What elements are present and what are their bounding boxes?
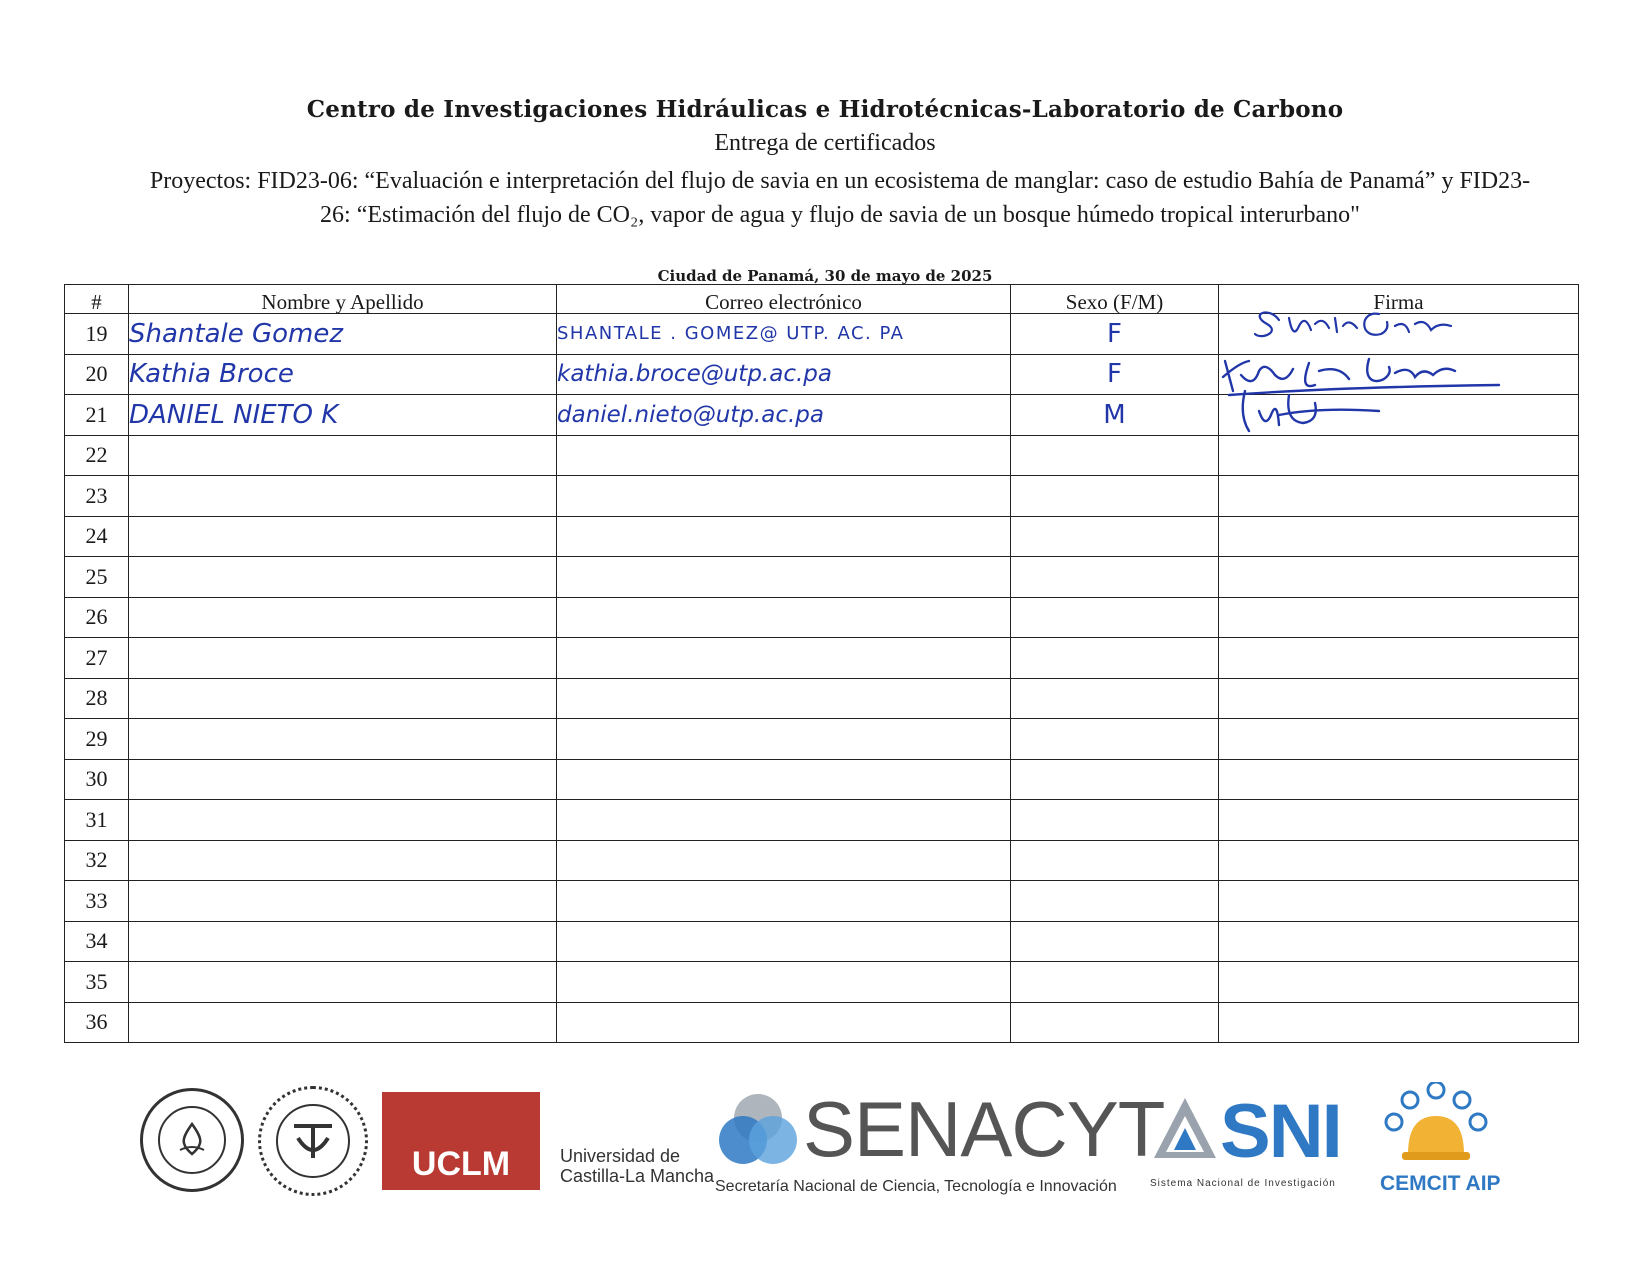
- sex-cell: [1011, 840, 1219, 881]
- row-number: 25: [65, 557, 129, 598]
- projects-description: Proyectos: FID23-06: “Evaluación e interpretación del flujo de savia en un ecosistema de manglar: caso de estudio Bahía de Panamá” y FID23-26: “Estimación del flujo de CO₂, vapor de agua y flujo de savia de un bosque húmedo tropical interurbano": [149, 168, 1531, 228]
- row-number: 20: [65, 354, 129, 395]
- row-number: 29: [65, 719, 129, 760]
- sni-wordmark: SNI: [1220, 1089, 1341, 1174]
- row-number: 24: [65, 516, 129, 557]
- name-cell: [129, 476, 557, 517]
- table-row: [65, 881, 1579, 922]
- row-number: 34: [65, 921, 129, 962]
- column-header-signature: Firma: [1219, 285, 1579, 314]
- sex-cell: [1011, 597, 1219, 638]
- name-cell: [129, 1002, 557, 1043]
- cemcit-helmet-icon: [1380, 1082, 1500, 1168]
- sex-cell: F: [1011, 314, 1219, 355]
- table-row: [65, 800, 1579, 841]
- sex-cell: [1011, 881, 1219, 922]
- column-header-number: #: [65, 285, 129, 314]
- row-number: 32: [65, 840, 129, 881]
- row-number: 30: [65, 759, 129, 800]
- sex-cell: [1011, 800, 1219, 841]
- sex-cell: [1011, 962, 1219, 1003]
- email-cell: [557, 719, 1011, 760]
- table-row: [65, 557, 1579, 598]
- row-number: 26: [65, 597, 129, 638]
- email-cell: [557, 1002, 1011, 1043]
- table-row: [65, 516, 1579, 557]
- table-row: [65, 395, 1579, 436]
- name-cell: [129, 962, 557, 1003]
- signature-cell: [1219, 557, 1579, 598]
- table-row: [65, 921, 1579, 962]
- row-number: 33: [65, 881, 129, 922]
- email-cell: SHANTALE . GOMEZ@ UTP. AC. PA: [557, 314, 1011, 355]
- sex-cell: [1011, 678, 1219, 719]
- senacyt-logo: [715, 1082, 1165, 1202]
- row-number: 28: [65, 678, 129, 719]
- sex-cell: M: [1011, 395, 1219, 436]
- email-cell: [557, 597, 1011, 638]
- name-cell: DANIEL NIETO K: [129, 395, 557, 436]
- signature-cell: [1219, 719, 1579, 760]
- sex-cell: [1011, 719, 1219, 760]
- name-cell: [129, 921, 557, 962]
- table-row: [65, 597, 1579, 638]
- table-row: [65, 962, 1579, 1003]
- table-row: [65, 476, 1579, 517]
- cemcit-logo: [1380, 1082, 1510, 1202]
- sni-tagline: Sistema Nacional de Investigación: [1150, 1178, 1336, 1189]
- senacyt-rings-icon: [715, 1088, 801, 1174]
- signature-cell: [1219, 759, 1579, 800]
- email-cell: [557, 840, 1011, 881]
- email-cell: [557, 638, 1011, 679]
- sex-cell: [1011, 921, 1219, 962]
- cihh-seal-logo: [140, 1088, 244, 1192]
- name-cell: [129, 597, 557, 638]
- signature-cell: [1219, 678, 1579, 719]
- email-cell: [557, 557, 1011, 598]
- attendance-table: [64, 284, 1579, 1043]
- sex-cell: [1011, 516, 1219, 557]
- row-number: 19: [65, 314, 129, 355]
- signature-cell: [1219, 516, 1579, 557]
- name-cell: [129, 800, 557, 841]
- signature-cell: [1219, 800, 1579, 841]
- sex-cell: [1011, 638, 1219, 679]
- sex-cell: [1011, 435, 1219, 476]
- sex-cell: F: [1011, 354, 1219, 395]
- sni-triangle-icon: [1150, 1094, 1220, 1164]
- senacyt-wordmark: SENACYT: [803, 1085, 1165, 1173]
- email-cell: [557, 962, 1011, 1003]
- column-header-email: Correo electrónico: [557, 285, 1011, 314]
- signature-cell: [1219, 1002, 1579, 1043]
- signature-cell: [1219, 597, 1579, 638]
- email-cell: [557, 881, 1011, 922]
- email-cell: [557, 516, 1011, 557]
- signature-cell: [1219, 962, 1579, 1003]
- signature-cell: [1219, 840, 1579, 881]
- sex-cell: [1011, 759, 1219, 800]
- sex-cell: [1011, 476, 1219, 517]
- row-number: 23: [65, 476, 129, 517]
- email-cell: [557, 476, 1011, 517]
- sni-logo: [1150, 1088, 1360, 1198]
- row-number: 22: [65, 435, 129, 476]
- table-row: [65, 638, 1579, 679]
- table-row: [65, 678, 1579, 719]
- name-cell: [129, 759, 557, 800]
- email-cell: [557, 800, 1011, 841]
- document-title: Centro de Investigaciones Hidráulicas e Hidrotécnicas-Laboratorio de Carbono: [306, 96, 1344, 123]
- email-cell: [557, 435, 1011, 476]
- table-row: [65, 759, 1579, 800]
- name-cell: [129, 678, 557, 719]
- sex-cell: [1011, 557, 1219, 598]
- table-body: [65, 314, 1579, 1043]
- uclm-logo: UCLM: [382, 1092, 540, 1190]
- row-number: 35: [65, 962, 129, 1003]
- name-cell: [129, 557, 557, 598]
- row-number: 31: [65, 800, 129, 841]
- name-cell: [129, 719, 557, 760]
- email-cell: [557, 759, 1011, 800]
- table-row: [65, 840, 1579, 881]
- name-cell: Kathia Broce: [129, 354, 557, 395]
- signature-cell: [1219, 881, 1579, 922]
- sex-cell: [1011, 1002, 1219, 1043]
- name-cell: [129, 881, 557, 922]
- senacyt-tagline: Secretaría Nacional de Ciencia, Tecnología e Innovación: [715, 1178, 1117, 1195]
- name-cell: [129, 435, 557, 476]
- date-line: Ciudad de Panamá, 30 de mayo de 2025: [657, 267, 993, 285]
- email-cell: daniel.nieto@utp.ac.pa: [557, 395, 1011, 436]
- sponsor-logos: [140, 1082, 1540, 1202]
- email-cell: [557, 921, 1011, 962]
- uclm-name: Universidad de Castilla-La Mancha: [560, 1146, 715, 1186]
- name-cell: [129, 638, 557, 679]
- name-cell: [129, 516, 557, 557]
- column-header-name: Nombre y Apellido: [129, 285, 557, 314]
- signature-cell: [1219, 395, 1579, 436]
- signature-cell: [1219, 435, 1579, 476]
- cemcit-wordmark: CEMCIT AIP: [1380, 1172, 1501, 1195]
- name-cell: [129, 840, 557, 881]
- row-number: 21: [65, 395, 129, 436]
- document-subtitle: Entrega de certificados: [714, 130, 936, 156]
- row-number: 36: [65, 1002, 129, 1043]
- signature-cell: [1219, 921, 1579, 962]
- email-cell: [557, 678, 1011, 719]
- column-header-sex: Sexo (F/M): [1011, 285, 1219, 314]
- row-number: 27: [65, 638, 129, 679]
- signature-cell: [1219, 638, 1579, 679]
- table-row: [65, 435, 1579, 476]
- table-row: [65, 719, 1579, 760]
- table-row: [65, 1002, 1579, 1043]
- name-cell: Shantale Gomez: [129, 314, 557, 355]
- signature-cell: [1219, 476, 1579, 517]
- utp-seal-logo: [258, 1086, 368, 1196]
- email-cell: kathia.broce@utp.ac.pa: [557, 354, 1011, 395]
